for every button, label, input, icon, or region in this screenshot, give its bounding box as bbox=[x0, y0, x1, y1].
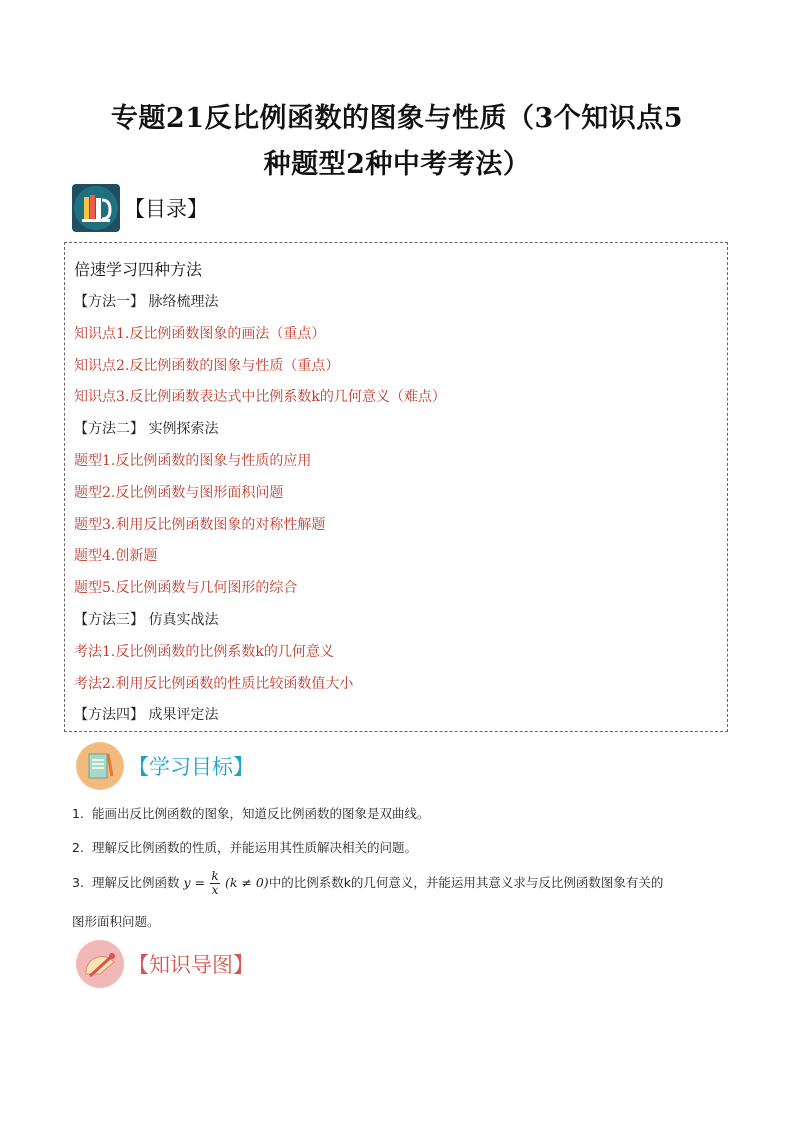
toc-link[interactable]: 题型3.利用反比例函数图象的对称性解题 bbox=[74, 516, 326, 533]
toc-lead: 倍速学习四种方法 bbox=[74, 260, 203, 279]
formula-fraction: $\frac{k}{x}$ bbox=[211, 869, 219, 897]
toc-link[interactable]: 知识点1.反比例函数图象的画法（重点） bbox=[74, 325, 326, 342]
map-header bbox=[76, 940, 254, 988]
toc-box bbox=[64, 242, 728, 732]
goal-item-continued: 图形面积问题。 bbox=[72, 914, 160, 929]
map-heading: 【知识导图】 bbox=[128, 953, 254, 977]
goal-item: 3. 理解反比例函数 y = $\frac{k}{x}$ (k ≠ 0)中的比例系数k的几何意义，并能运用其意义求与反比例函数图象有关的 bbox=[72, 869, 664, 897]
toc-heading: 【目录】 bbox=[124, 197, 208, 221]
goal-item: 1. 能画出反比例函数的图象，知道反比例函数的图象是双曲线。 bbox=[72, 806, 430, 821]
toc-method-heading: 【方法四】 成果评定法 bbox=[74, 707, 219, 724]
title-line-1: 专题21反比例函数的图象与性质（3个知识点5 bbox=[110, 103, 684, 134]
goal-item: 2. 理解反比例函数的性质，并能运用其性质解决相关的问题。 bbox=[72, 840, 418, 855]
toc-link[interactable]: 题型1.反比例函数的图象与性质的应用 bbox=[74, 453, 312, 469]
toc-link[interactable]: 题型4.创新题 bbox=[74, 548, 158, 565]
toc-method-heading: 【方法三】 仿真实战法 bbox=[74, 612, 219, 628]
toc-link[interactable]: 考法1.反比例函数的比例系数k的几何意义 bbox=[74, 643, 334, 660]
toc-link[interactable]: 知识点2.反比例函数的图象与性质（重点） bbox=[74, 357, 340, 374]
compass-icon bbox=[76, 940, 124, 988]
formula-lhs: y = bbox=[183, 875, 206, 890]
toc-link[interactable]: 题型5.反比例函数与几何图形的综合 bbox=[74, 580, 298, 597]
toc-method-heading: 【方法一】 脉络梳理法 bbox=[74, 294, 219, 310]
toc-link[interactable]: 题型2.反比例函数与图形面积问题 bbox=[74, 484, 284, 501]
books-icon bbox=[72, 184, 120, 232]
notebook-icon bbox=[76, 742, 124, 790]
toc-link[interactable]: 知识点3.反比例函数表达式中比例系数k的几何意义（难点） bbox=[74, 389, 446, 406]
toc-method-heading: 【方法二】 实例探索法 bbox=[74, 421, 219, 438]
toc-link[interactable]: 考法2.利用反比例函数的性质比较函数值大小 bbox=[74, 675, 354, 692]
goals-heading: 【学习目标】 bbox=[128, 755, 254, 779]
formula-rhs: (k ≠ 0) bbox=[224, 875, 269, 890]
toc-header bbox=[72, 184, 208, 232]
goals-header bbox=[76, 742, 254, 790]
page-title bbox=[0, 96, 794, 188]
title-line-2: 种题型2种中考考法） bbox=[263, 149, 531, 180]
